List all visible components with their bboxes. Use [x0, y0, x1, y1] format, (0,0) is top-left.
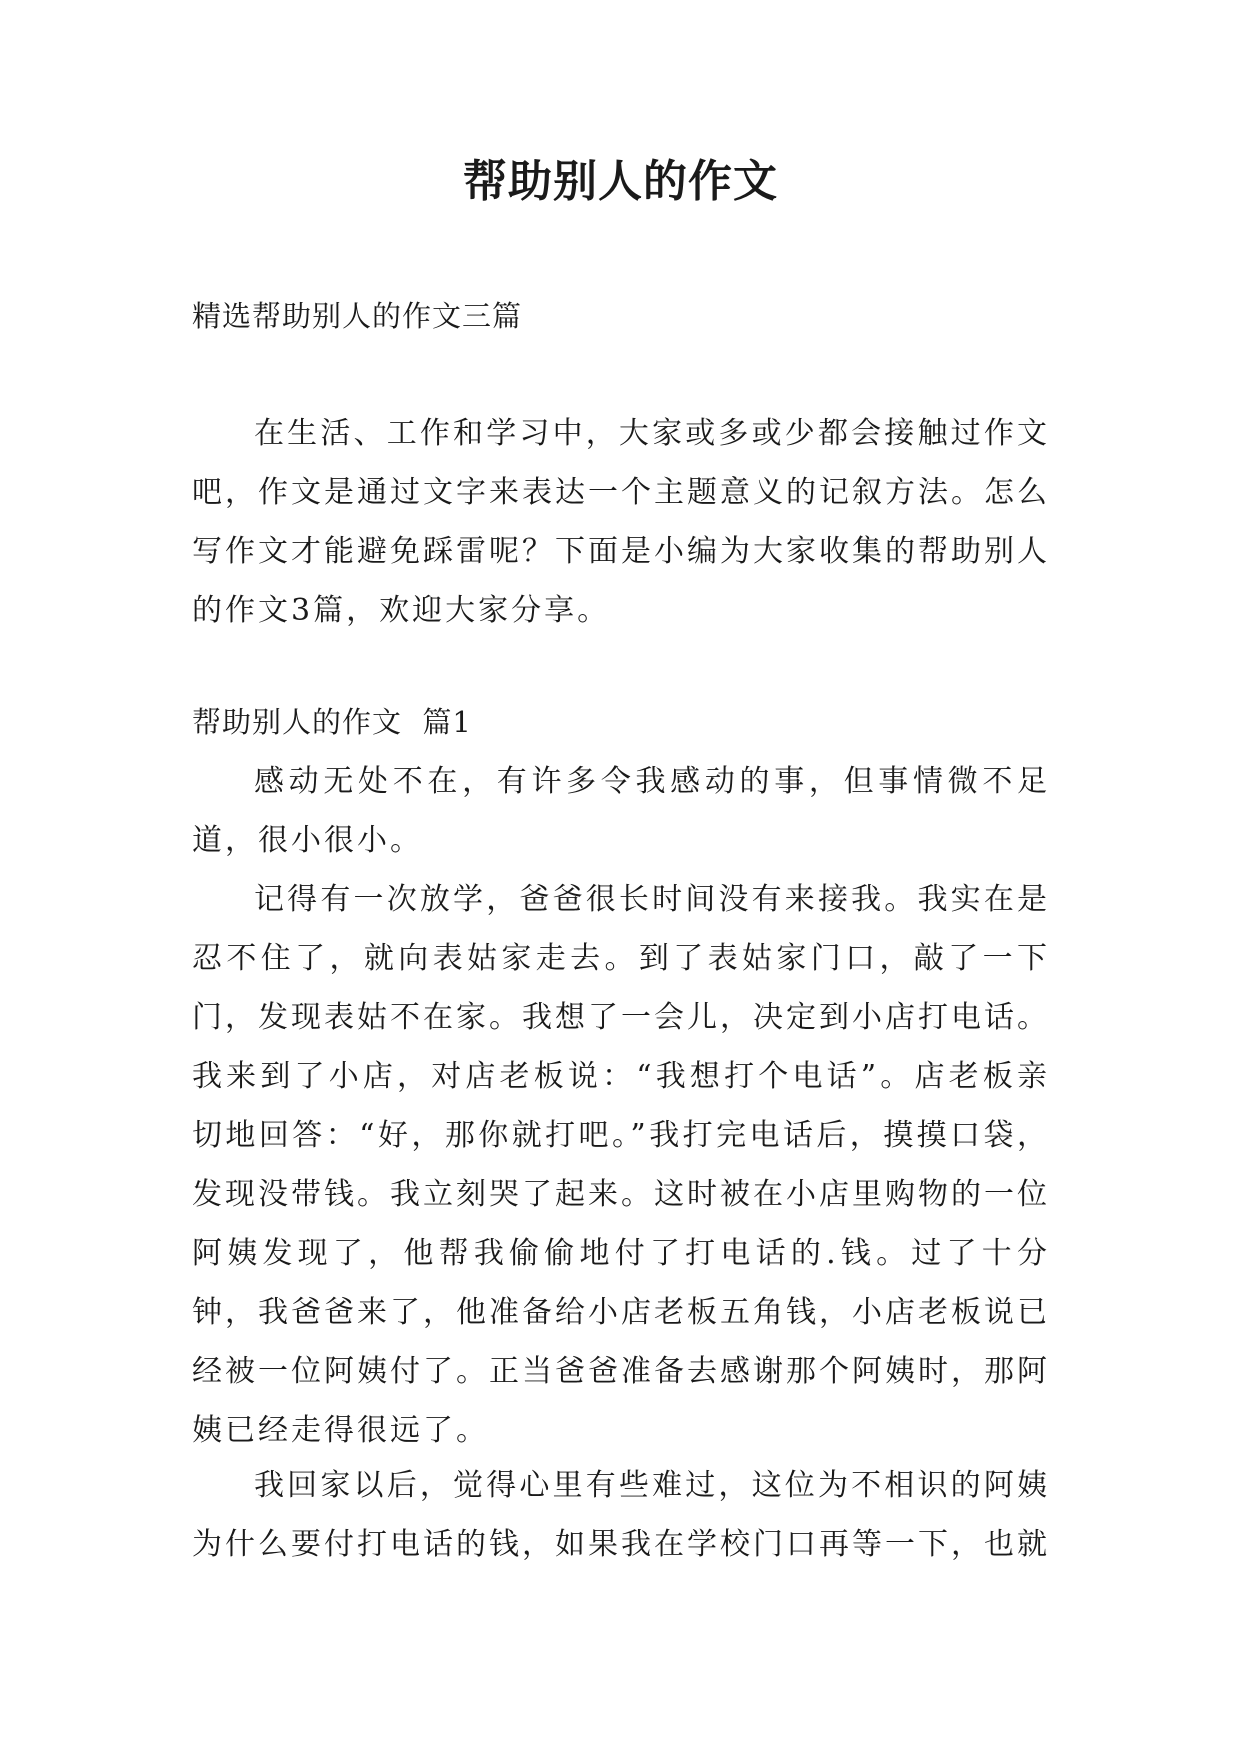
body-paragraph: 我回家以后，觉得心里有些难过，这位为不相识的阿姨为什么要付打电话的钱，如果我在学校门口再等一下，也就 — [192, 1468, 1050, 1562]
document-subtitle: 精选帮助别人的作文三篇 — [192, 299, 523, 333]
body-paragraph: 感动无处不在，有许多令我感动的事，但事情微不足道，很小很小。 — [192, 764, 1050, 858]
intro-paragraph: 在生活、工作和学习中，大家或多或少都会接触过作文吧，作文是通过文字来表达一个主题意义的记叙方法。怎么写作文才能避免踩雷呢？下面是小编为大家收集的帮助别人的作文3篇，欢迎大家分享。 — [192, 416, 1050, 628]
section-heading: 帮助别人的作文 篇1 — [192, 705, 472, 739]
body-paragraph: 记得有一次放学，爸爸很长时间没有来接我。我实在是忍不住了，就向表姑家走去。到了表姑家门口，敲了一下门，发现表姑不在家。我想了一会儿，决定到小店打电话。我来到了小店，对店老板说：“我想打个电话”。店老板亲切地回答：“好，那你就打吧。”我打完电话后，摸摸口袋，发现没带钱。我立刻哭了起来。这时被在小店里购物的一位阿姨发现了，他帮我偷偷地付了打电话的.钱。过了十分钟，我爸爸来了，他准备给小店老板五角钱，小店老板说已经被一位阿姨付了。正当爸爸准备去感谢那个阿姨时，那阿姨已经走得很远了。 — [192, 882, 1050, 1448]
page-title: 帮助别人的作文 — [463, 156, 778, 207]
